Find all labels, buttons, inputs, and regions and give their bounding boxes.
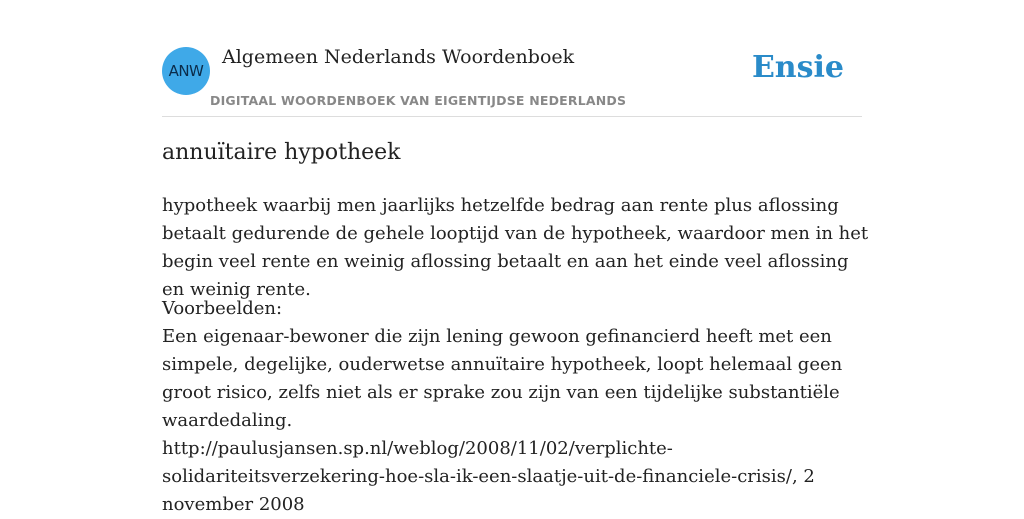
ensie-brand-logo[interactable]: Ensie (751, 50, 844, 85)
example-source: http://paulusjansen.sp.nl/weblog/2008/11/02/verplichte-solidariteitsverzekering-hoe-sla-ik-een-slaatje-uit-de-financiele-crisis/, 2 november 2008 (162, 438, 815, 515)
examples-section (162, 295, 872, 519)
site-subtitle: DIGITAAL WOORDENBOEK VAN EIGENTIJDSE NEDERLANDS (210, 93, 627, 108)
examples-label: Voorbeelden: (162, 298, 283, 319)
site-header (162, 40, 862, 117)
site-title[interactable]: Algemeen Nederlands Woordenboek (222, 46, 575, 68)
anw-logo[interactable]: ANW (162, 47, 210, 95)
example-text: Een eigenaar-bewoner die zijn lening gewoon gefinancierd heeft met een simpele, degelijke, ouderwetse annuïtaire hypotheek, loopt helemaal geen groot risico, zelfs niet als er sprake zou zijn van een tijdelijke substantiële waardedaling. (162, 326, 843, 431)
page-title: annuïtaire hypotheek (162, 140, 401, 165)
definition-text: hypotheek waarbij men jaarlijks hetzelfde bedrag aan rente plus aflossing betaalt gedurende de gehele looptijd van de hypotheek, waardoor men in het begin veel rente en weinig aflossing betaalt en aan het einde veel aflossing en weinig rente. (162, 195, 869, 300)
